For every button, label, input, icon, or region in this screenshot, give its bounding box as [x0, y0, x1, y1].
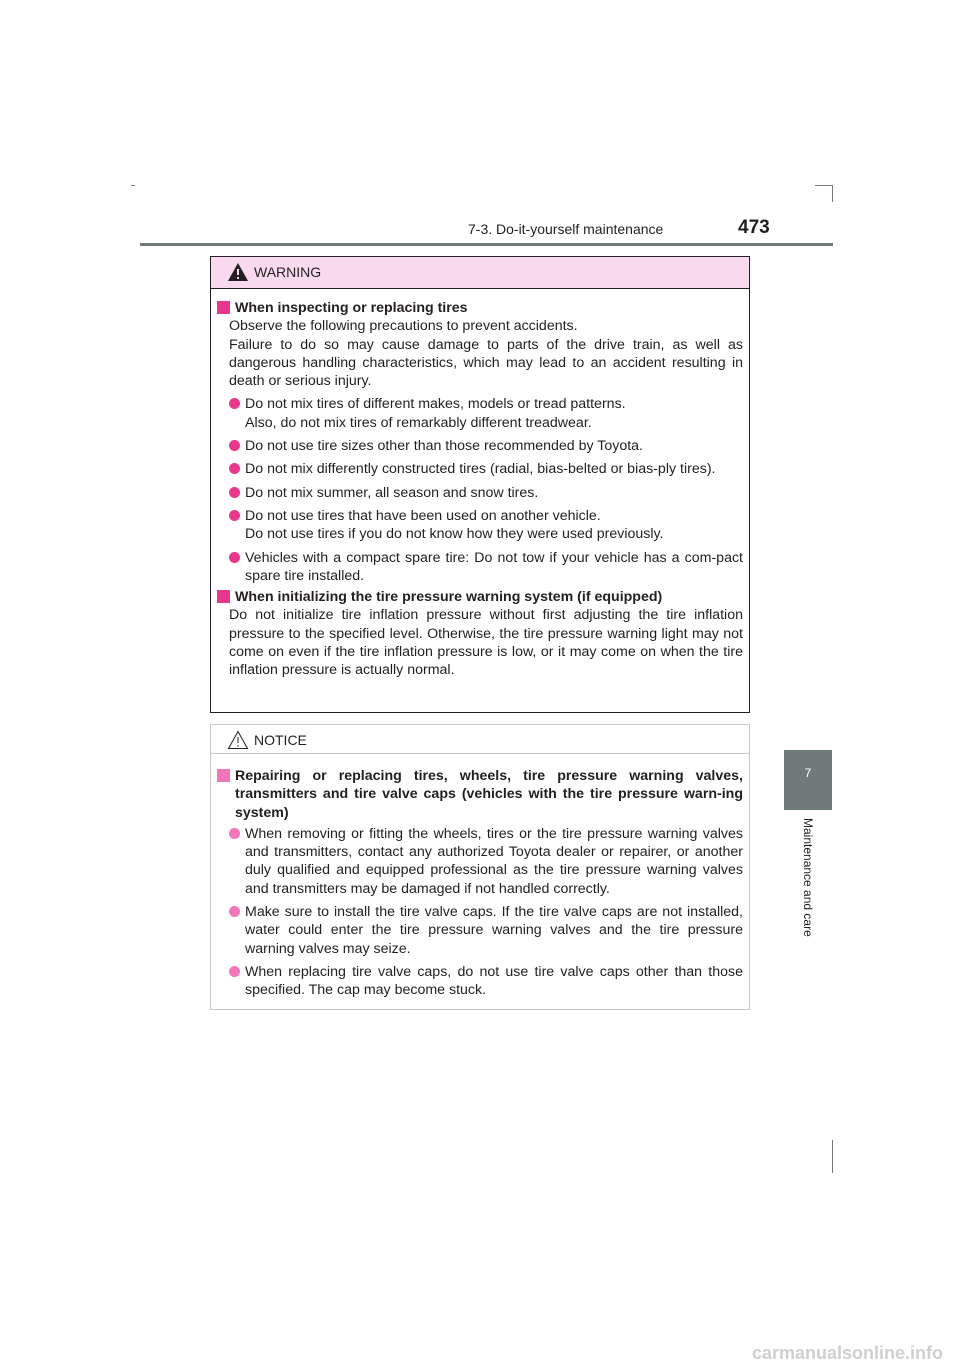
list-item: When removing or fitting the wheels, tires or the tire pressure warning valves and transmitters, contact any authorized Toyota dealer or repairer, or another duly qualified and equipped professional as the tire pressure warning valves and transmitters may be damaged if not handled correctly.: [217, 825, 743, 898]
section-title: 7-3. Do-it-yourself maintenance: [468, 221, 664, 237]
crop-mark: [131, 185, 135, 186]
bullet-dot-icon: [229, 440, 240, 451]
chapter-number: 7: [804, 766, 812, 780]
notice-title: NOTICE: [254, 732, 307, 748]
bullet-dot-icon: [229, 487, 240, 498]
caution-icon: [227, 730, 249, 750]
list-item: Do not mix differently constructed tires (radial, bias-belted or bias-ply tires).: [217, 460, 743, 478]
crop-mark: [832, 185, 833, 202]
chapter-label: Maintenance and care: [801, 818, 815, 937]
section-heading: Repairing or replacing tires, wheels, tire pressure warning valves, transmitters and tire valve caps (vehicles with the tire pressure warn-ing system): [217, 767, 743, 822]
square-bullet-icon: [217, 590, 230, 603]
square-bullet-icon: [217, 301, 230, 314]
list-item: Vehicles with a compact spare tire: Do not tow if your vehicle has a com-pact spare tire installed.: [217, 549, 743, 586]
paragraph: Do not initialize tire inflation pressure without first adjusting the tire inflation pressure to the specified level. Otherwise, the tire pressure warning light may not come on even if the tire inflation pressure is low, or it may come on when the tire inflation pressure is actually normal.: [229, 607, 743, 679]
bullet-dot-icon: [229, 906, 240, 917]
notice-header: [211, 725, 749, 754]
list-item: When replacing tire valve caps, do not use tire valve caps other than those specified. The cap may become stuck.: [217, 963, 743, 1000]
section-heading: When initializing the tire pressure warning system (if equipped): [217, 588, 743, 606]
warning-header: [211, 257, 749, 289]
square-bullet-icon: [217, 769, 230, 782]
warning-title: WARNING: [254, 264, 322, 280]
header-rule: [140, 243, 833, 246]
list-item: Do not use tire sizes other than those recommended by Toyota.: [217, 437, 743, 455]
notice-content: [211, 754, 749, 1000]
bullet-dot-icon: [229, 552, 240, 563]
bullet-dot-icon: [229, 966, 240, 977]
warning-icon: [227, 262, 249, 282]
warning-box: [210, 256, 750, 713]
chapter-tab: [784, 750, 832, 810]
warning-content: [211, 289, 749, 680]
list-item: Do not use tires that have been used on another vehicle. Do not use tires if you do not know how they were used previously.: [217, 507, 743, 544]
bullet-dot-icon: [229, 398, 240, 409]
paragraph: Failure to do so may cause damage to parts of the drive train, as well as dangerous handling characteristics, which may lead to an accident resulting in death or serious injury.: [229, 336, 743, 390]
list-item: Do not mix tires of different makes, models or tread patterns. Also, do not mix tires of remarkably different treadwear.: [217, 395, 743, 432]
page-number: 473: [738, 217, 770, 238]
list-item: Make sure to install the tire valve caps. If the tire valve caps are not installed, water could enter the tire pressure warning valves and the tire pressure warning valves may seize.: [217, 903, 743, 958]
notice-box: [210, 724, 750, 1010]
bullet-dot-icon: [229, 828, 240, 839]
section-heading: When inspecting or replacing tires: [217, 299, 743, 317]
paragraph: Observe the following precautions to prevent accidents.: [229, 318, 578, 335]
bullet-dot-icon: [229, 463, 240, 474]
watermark: carmanualsonline.info: [752, 1343, 944, 1363]
bullet-dot-icon: [229, 510, 240, 521]
list-item: Do not mix summer, all season and snow tires.: [217, 484, 743, 502]
crop-mark: [832, 1140, 833, 1173]
crop-mark: [815, 185, 832, 186]
